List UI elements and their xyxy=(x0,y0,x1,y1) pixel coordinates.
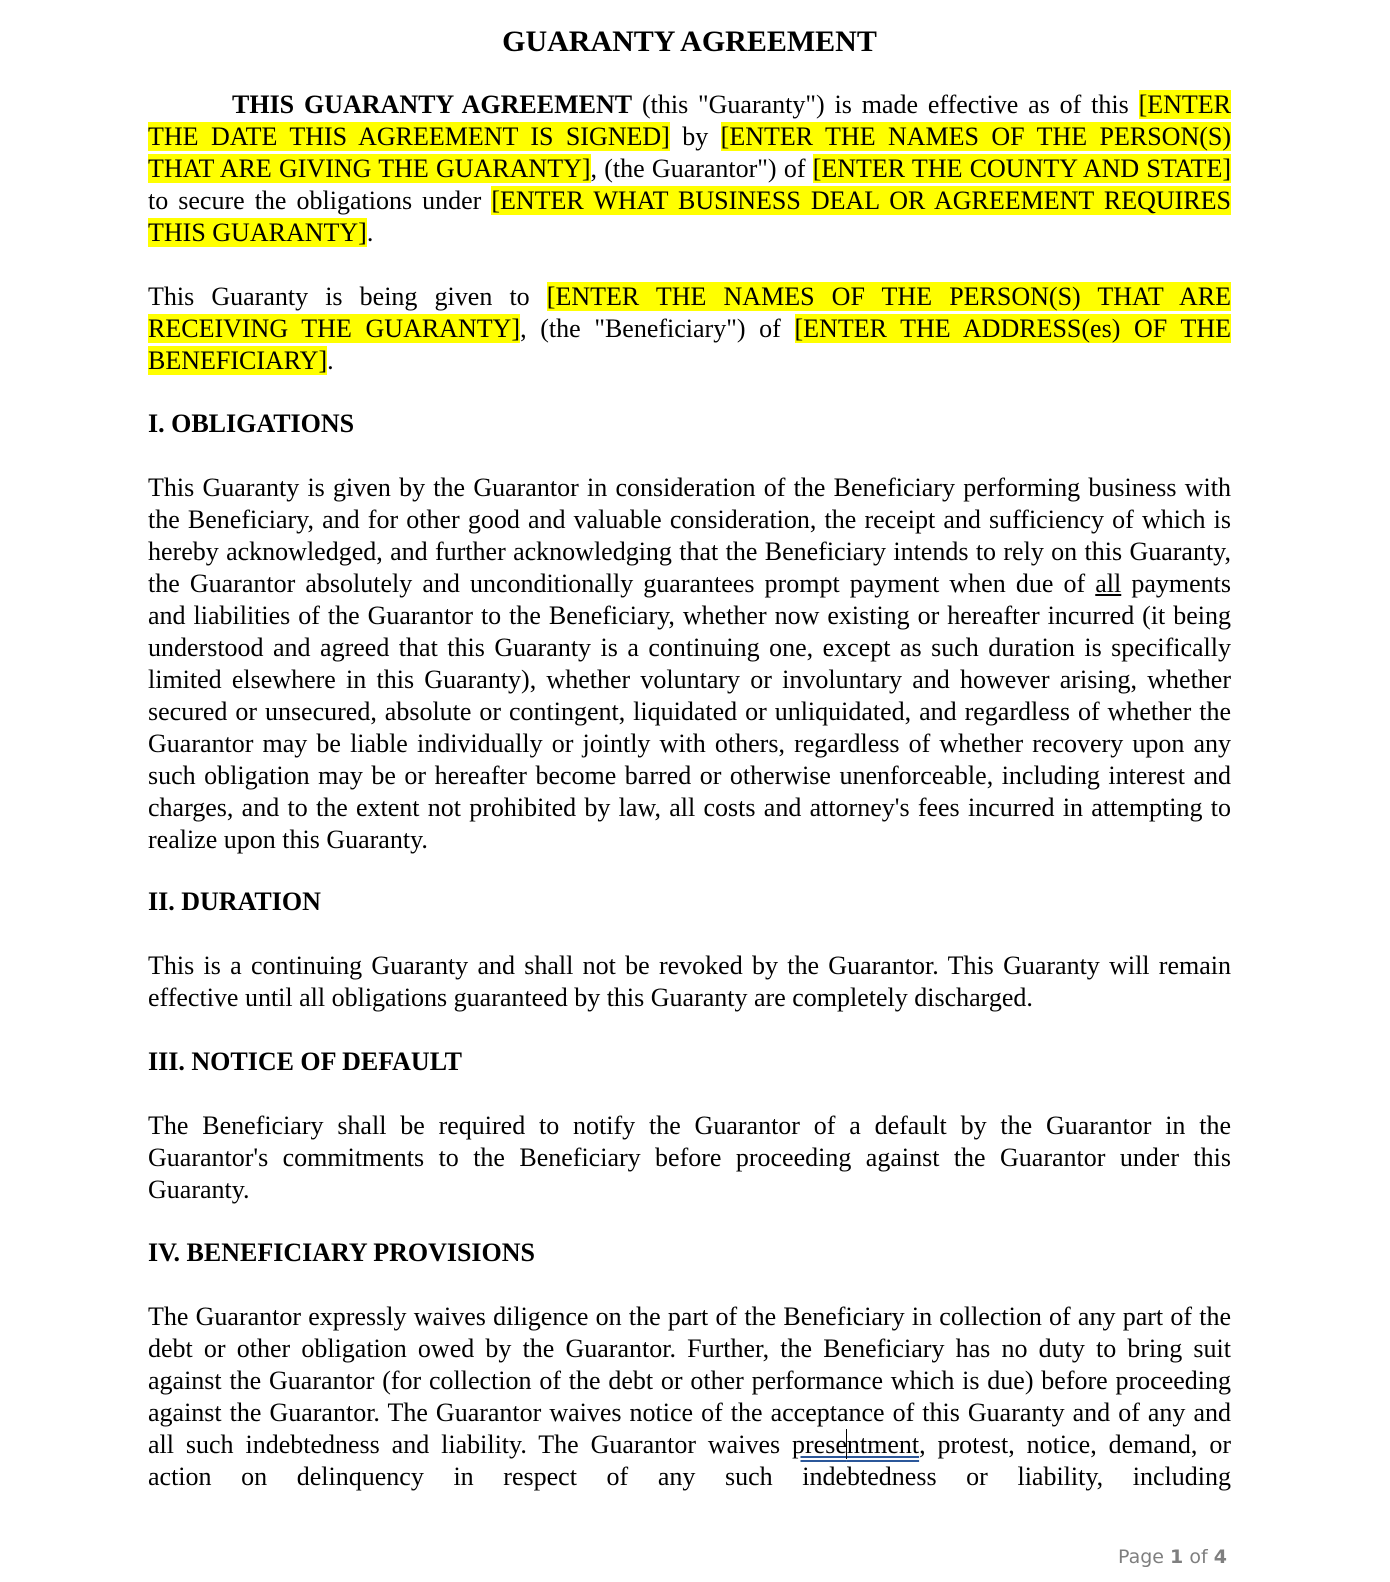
section-body-notice-of-default[interactable]: The Beneficiary shall be required to notify the Guarantor of a default by the Guarantor in the Guarantor's commitments to the Beneficiary before proceeding against the Guarantor under this Guaranty. xyxy=(148,1111,1231,1204)
page-label: Page xyxy=(1118,1546,1171,1568)
beneficiary-text: This Guaranty is being given to xyxy=(148,282,547,311)
flagged-word-part: prese xyxy=(792,1430,847,1459)
of-label: of xyxy=(1183,1546,1214,1568)
provisions-text: The Guarantor expressly waives diligence on the part of the Beneficiary in collection of any part of the debt or other obligation owed by the Guarantor. Further, the Beneficiary has no duty to bring suit against the Guarantor (for collection of the debt or other performance which is due) before proceeding against the Guarantor. The Guarantor waives notice of the acceptance of this Guaranty and of any and all such indebtedness and liability. The Guarantor waives xyxy=(148,1302,1231,1459)
intro-paragraph[interactable] xyxy=(148,89,1231,249)
section-body-duration[interactable]: This is a continuing Guaranty and shall not be revoked by the Guarantor. This Guaranty will remain effective until all obligations guaranteed by this Guaranty are completely discharged. xyxy=(148,951,1231,1012)
section-heading-beneficiary-provisions: IV. BENEFICIARY PROVISIONS xyxy=(148,1238,536,1267)
field-agreement-date[interactable]: [ENTER THE DATE THIS AGREEMENT IS SIGNED] xyxy=(148,90,1231,151)
intro-lead-bold: THIS GUARANTY AGREEMENT xyxy=(232,90,633,119)
total-pages-number: 4 xyxy=(1213,1546,1227,1568)
section-heading-notice-of-default: III. NOTICE OF DEFAULT xyxy=(148,1047,462,1076)
beneficiary-paragraph[interactable] xyxy=(148,281,1231,377)
field-beneficiary-names[interactable]: [ENTER THE NAMES OF THE PERSON(S) THAT ARE RECEIVING THE GUARANTY] xyxy=(148,282,1231,343)
field-beneficiary-address[interactable]: [ENTER THE ADDRESS(es) OF THE BENEFICIARY] xyxy=(148,314,1232,375)
field-business-deal[interactable]: [ENTER WHAT BUSINESS DEAL OR AGREEMENT REQUIRES THIS GUARANTY] xyxy=(148,186,1232,247)
flagged-word-part: ntment xyxy=(846,1430,920,1459)
beneficiary-text: . xyxy=(327,346,334,375)
beneficiary-text: , (the "Beneficiary") of xyxy=(520,314,795,343)
section-body-beneficiary-provisions[interactable] xyxy=(148,1301,1231,1493)
intro-text: by xyxy=(669,122,721,151)
intro-text: . xyxy=(366,218,374,247)
underlined-word-all: all xyxy=(1095,569,1122,598)
field-guarantor-names[interactable]: [ENTER THE NAMES OF THE PERSON(S) THAT ARE GIVING THE GUARANTY] xyxy=(148,122,1231,183)
field-county-state[interactable]: [ENTER THE COUNTY AND STATE] xyxy=(812,154,1231,183)
obligations-text: payments and liabilities of the Guarantor to the Beneficiary, whether now existing or hereafter incurred (it being understood and agreed that this Guaranty is a continuing one, except as such duration is specifically limited elsewhere in this Guaranty), whether voluntary or involuntary and however arising, whether secured or unsecured, absolute or contingent, liquidated or unliquidated, and regardless of whether the Guarantor may be liable individually or jointly with others, regardless of whether recovery upon any such obligation may be or hereafter become barred or otherwise unenforceable, including interest and charges, and to the extent not prohibited by law, all costs and attorney's fees incurred in attempting to realize upon this Guaranty. xyxy=(148,569,1232,854)
intro-text: , (the Guarantor") of xyxy=(590,154,813,183)
obligations-text: This Guaranty is given by the Guarantor in consideration of the Beneficiary performing business with the Beneficiary, and for other good and valuable consideration, the receipt and sufficiency of which is hereby acknowledged, and further acknowledging that the Beneficiary intends to rely on this Guaranty, the Guarantor absolutely and unconditionally guarantees prompt payment when due of xyxy=(148,473,1231,598)
section-heading-duration: II. DURATION xyxy=(148,887,321,916)
provisions-text: , protest, notice, demand, or action on delinquency in respect of any such indebtedness or liability, including xyxy=(148,1430,1231,1491)
intro-text: to secure the obligations under xyxy=(148,186,492,215)
intro-text: (this "Guaranty") is made effective as of this xyxy=(632,90,1139,119)
grammar-flagged-word[interactable] xyxy=(792,1430,919,1459)
current-page-number: 1 xyxy=(1170,1546,1184,1568)
document-title: GUARANTY AGREEMENT xyxy=(502,25,877,58)
section-heading-obligations: I. OBLIGATIONS xyxy=(148,409,355,438)
page-number-footer xyxy=(1118,1544,1227,1570)
section-body-obligations[interactable] xyxy=(148,472,1231,856)
